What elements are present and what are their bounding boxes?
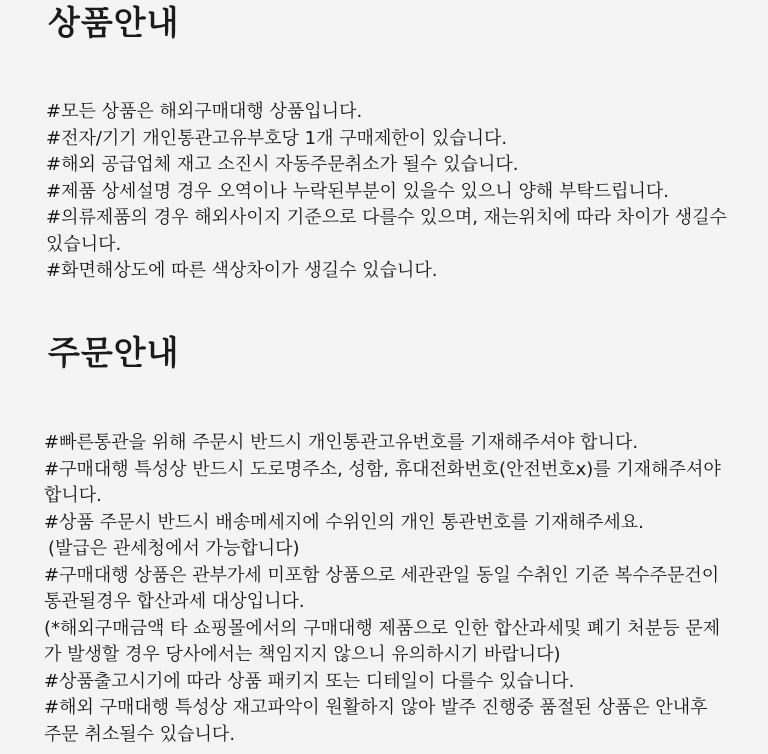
product-info-item: #제품 상세설명 경우 오역이나 누락된부분이 있을수 있으니 양해 부탁드립니다. [46,180,669,202]
order-info-item: #구매대행 상품은 관부가세 미포함 상품으로 세관관일 동일 수취인 기준 복수주문건이 통관될경우 합산과세 대상입니다. [44,564,720,612]
product-info-item: #화면해상도에 따른 색상차이가 생길수 있습니다. [46,260,438,281]
order-info-title: 주문안내 [48,333,180,372]
product-info-item: #모든 상품은 해외구매대행 상품입니다. [46,101,363,122]
product-info-item: #해외 공급업체 재고 소진시 자동주문취소가 될수 있습니다. [46,154,519,175]
product-info-list [46,99,730,285]
order-info-item: #구매대행 특성상 반드시 도로명주소, 성함, 휴대전화번호(안전번호x)를 기재해주셔야 합니다. [44,458,721,506]
order-info-item: #상품출고시기에 따라 상품 패키지 또는 디테일이 다를수 있습니다. [44,670,575,692]
order-info-item: #해외 구매대행 특성상 재고파악이 원활하지 않아 발주 진행중 품절된 상품은 안내후 주문 취소될수 있습니다. [44,697,708,745]
order-info-list [44,430,726,748]
order-info-item: (*해외구매금액 타 쇼핑몰에서의 구매대행 제품으로 인한 합산과세및 폐기 처분등 문제가 발생할 경우 당사에서는 책임지지 않으니 유의하시기 바랍니다) [44,617,721,665]
order-info-item: (발급은 관세청에서 가능합니다) [48,538,300,559]
order-info-item: #상품 주문시 반드시 배송메세지에 수위인의 개인 통관번호를 기재해주세요. [44,511,644,533]
order-info-item: #빠른통관을 위해 주문시 반드시 개인통관고유번호를 기재해주셔야 합니다. [44,432,639,453]
product-info-title: 상품안내 [48,3,180,42]
product-info-item: #의류제품의 경우 해외사이지 기준으로 다를수 있으며, 재는위치에 따라 차이가 생길수 있습니다. [46,207,727,255]
product-info-item: #전자/기기 개인통관고유부호당 1개 구매제한이 있습니다. [46,127,508,149]
